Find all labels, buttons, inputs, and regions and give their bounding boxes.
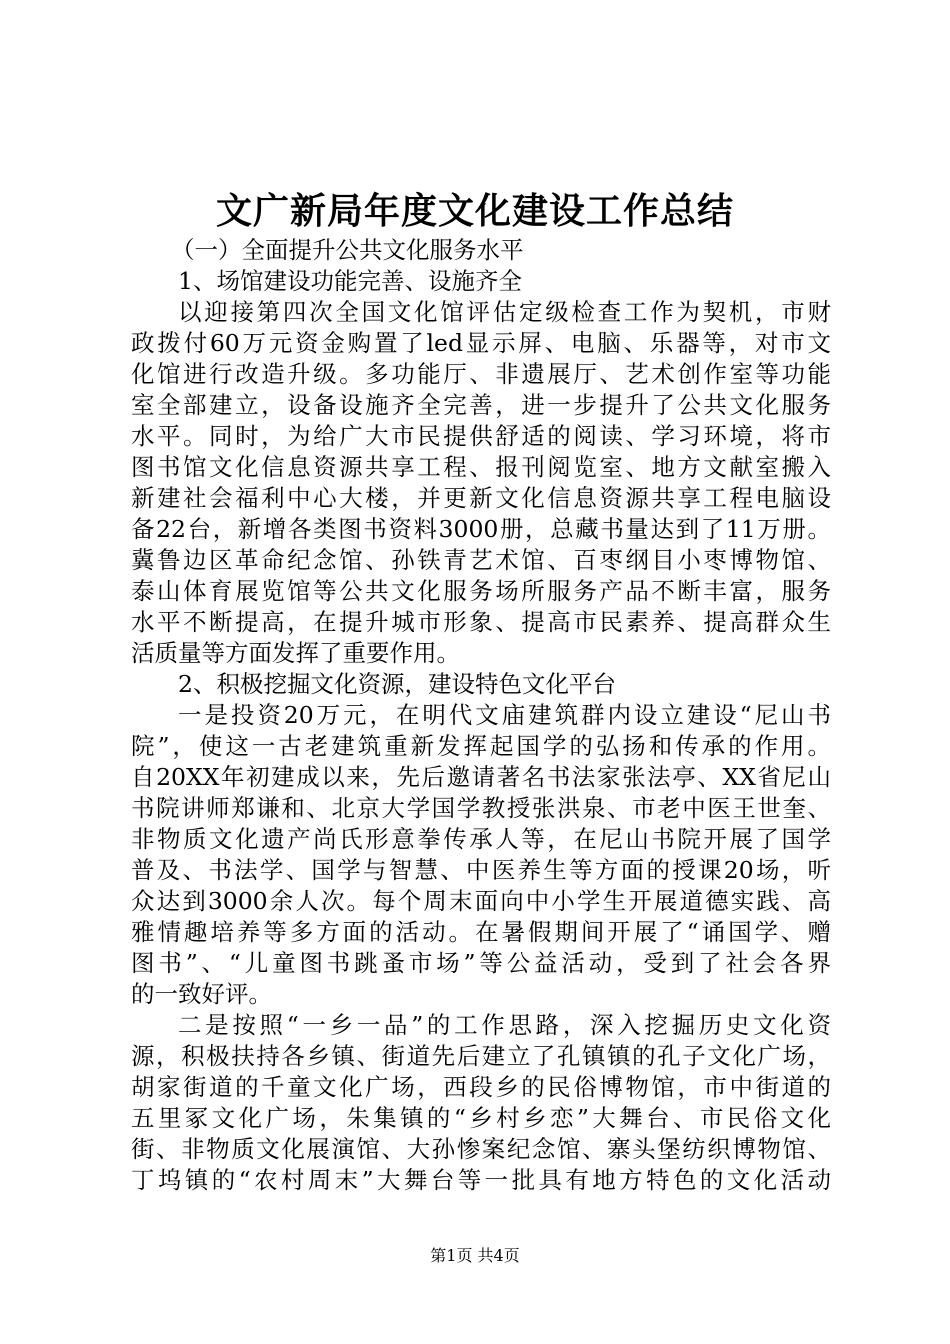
text-line: 政拨付60万元资金购置了led显示屏、电脑、乐器等，对市文	[131, 329, 831, 357]
text-line: 五里冢文化广场，朱集镇的“乡村乡恋”大舞台、市民俗文化	[131, 1104, 831, 1132]
text-line: 胡家街道的千童文化广场，西段乡的民俗博物馆，市中街道的	[131, 1073, 831, 1101]
text-line: 二是按照“一乡一品”的工作思路，深入挖掘历史文化资	[178, 1011, 831, 1039]
text-line: 一是投资20万元，在明代文庙建筑群内设立建设“尼山书	[178, 701, 831, 729]
text-line: 普及、书法学、国学与智慧、中医养生等方面的授课20场，听	[131, 856, 831, 884]
text-line: 活质量等方面发挥了重要作用。	[131, 639, 460, 667]
text-line: 书院讲师郑谦和、北京大学国学教授张洪泉、市老中医王世奎、	[131, 794, 831, 822]
text-line: 的一致好评。	[131, 980, 272, 1008]
text-line: 水平不断提高，在提升城市形象、提高市民素养、提高群众生	[131, 608, 831, 636]
document-title: 文广新局年度文化建设工作总结	[215, 191, 734, 232]
text-line: 街、非物质文化展演馆、大孙惨案纪念馆、寨头堡纺织博物馆、	[131, 1135, 831, 1163]
text-line: 众达到3000余人次。每个周末面向中小学生开展道德实践、高	[131, 887, 831, 915]
document-body	[131, 235, 831, 1196]
text-line: 2、积极挖掘文化资源，建设特色文化平台	[178, 670, 616, 698]
text-line: （一）全面提升公共文化服务水平	[171, 236, 524, 264]
text-line: 图书”、“儿童图书跳蚤市场”等公益活动，受到了社会各界	[131, 949, 831, 977]
text-line: 新建社会福利中心大楼，并更新文化信息资源共享工程电脑设	[131, 484, 831, 512]
text-line: 以迎接第四次全国文化馆评估定级检查工作为契机，市财	[178, 298, 831, 326]
text-line: 冀鲁边区革命纪念馆、孙铁青艺术馆、百枣纲目小枣博物馆、	[131, 546, 831, 574]
text-line: 水平。同时，为给广大市民提供舒适的阅读、学习环境，将市	[131, 422, 831, 450]
text-line: 源，积极扶持各乡镇、街道先后建立了孔镇镇的孔子文化广场，	[131, 1042, 831, 1070]
text-line: 化馆进行改造升级。多功能厅、非遗展厅、艺术创作室等功能	[131, 360, 831, 388]
text-line: 图书馆文化信息资源共享工程、报刊阅览室、地方文献室搬入	[131, 453, 831, 481]
text-line: 室全部建立，设备设施齐全完善，进一步提升了公共文化服务	[131, 391, 831, 419]
text-line: 非物质文化遗产尚氏形意拳传承人等，在尼山书院开展了国学	[131, 825, 831, 853]
text-line: 雅情趣培养等多方面的活动。在暑假期间开展了“诵国学、赠	[131, 918, 831, 946]
text-line: 院”，使这一古老建筑重新发挥起国学的弘扬和传承的作用。	[131, 732, 831, 760]
page-number-footer: 第1页 共4页	[430, 1246, 520, 1265]
text-line: 备22台，新增各类图书资料3000册，总藏书量达到了11万册。	[131, 515, 831, 543]
text-line: 1、场馆建设功能完善、设施齐全	[178, 267, 522, 295]
text-line: 泰山体育展览馆等公共文化服务场所服务产品不断丰富，服务	[131, 577, 831, 605]
text-line: 自20XX年初建成以来，先后邀请著名书法家张法亭、XX省尼山	[131, 763, 831, 791]
text-line: 丁坞镇的“农村周末”大舞台等一批具有地方特色的文化活动	[131, 1166, 831, 1194]
